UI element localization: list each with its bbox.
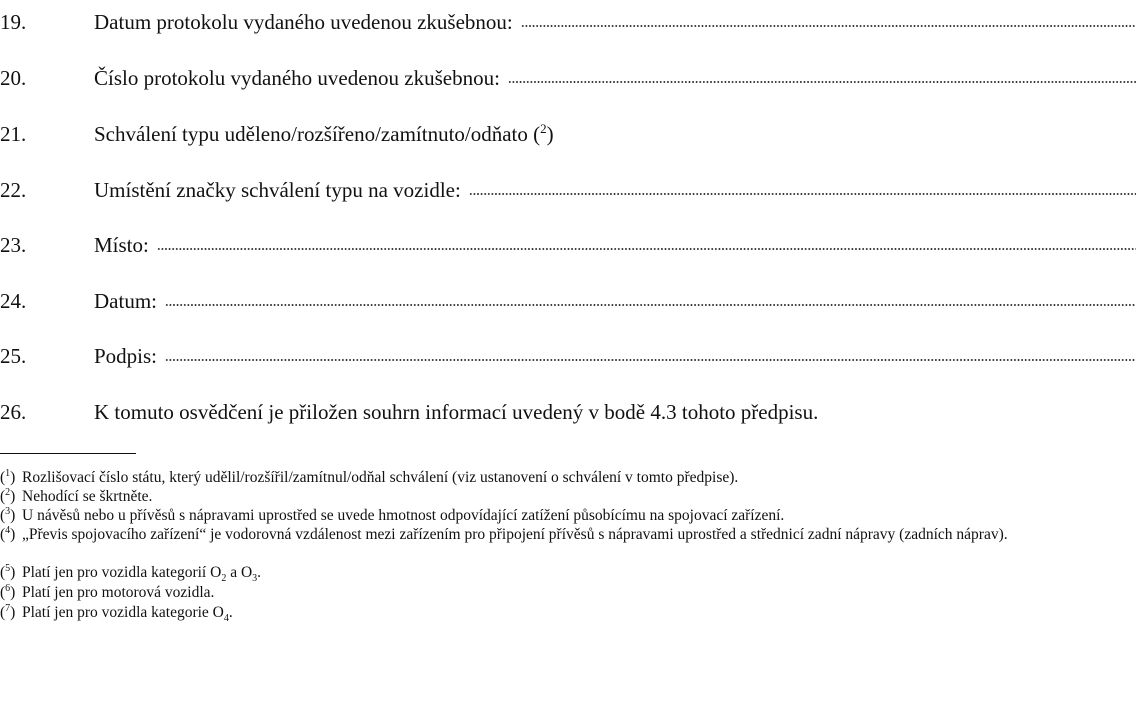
fill-in-field[interactable]: [165, 359, 1136, 361]
footnote-mark: 5: [5, 562, 11, 574]
item-label: Schválení typu uděleno/rozšířeno/zamítnuto/odňato ($^2$): [94, 121, 554, 146]
item-label: Datum:: [94, 289, 157, 313]
fill-in-field[interactable]: [157, 248, 1136, 250]
footnote-4: ($^4$) „Převis spojovacího zařízení“ je vodorovná vzdálenost mezi zařízením pro připojení přívěsů s nápravami uprostřed a střednicí zadní nápravy (zadních náprav).: [0, 526, 1136, 544]
item-label: Místo:: [94, 233, 149, 257]
footnote-mark: 4: [5, 524, 11, 536]
footnote-3: ($^3$) U návěsů nebo u přívěsů s nápravami uprostřed se uvede hmotnost odpovídající zatížení působícímu na spojovací zařízení.: [0, 507, 1136, 525]
footnote-text: U návěsů nebo u přívěsů s nápravami uprostřed se uvede hmotnost odpovídající zatížení působícímu na spojovací zařízení.: [22, 507, 785, 524]
footnote-separator: [0, 453, 136, 454]
item-number: 26.: [0, 400, 27, 424]
form-item-22: [0, 177, 1136, 203]
item-label: K tomuto osvědčení je přiložen souhrn informací uvedený v bodě 4.3 tohoto předpisu.: [94, 400, 819, 424]
footnote-7: ($^7$) Platí jen pro vozidla kategorie $O_4$.: [0, 604, 1136, 622]
item-number: 25.: [0, 344, 27, 368]
footnote-2: ($^2$) Nehodící se škrtněte.: [0, 488, 1136, 506]
footnote-5: ($^5$) Platí jen pro vozidla kategorií $O_2$ a $O_3$.: [0, 564, 1136, 582]
footnote-text: „Převis spojovacího zařízení“ je vodorovná vzdálenost mezi zařízením pro připojení přívěsů s nápravami uprostřed a střednicí zadní nápravy (zadních náprav).: [22, 526, 1008, 543]
footnote-text: Platí jen pro motorová vozidla.: [22, 584, 215, 601]
form-item-19: [0, 9, 1136, 35]
item-number: 22.: [0, 178, 27, 202]
fill-in-field[interactable]: [469, 193, 1136, 195]
fill-in-field[interactable]: [521, 25, 1136, 27]
item-label: Datum protokolu vydaného uvedenou zkušebnou:: [94, 10, 513, 34]
item-number: 24.: [0, 289, 27, 313]
footnote-mark: 7: [5, 602, 11, 614]
fill-in-field[interactable]: [165, 304, 1136, 306]
item-number: 19.: [0, 10, 27, 34]
footnote-ref: 2: [540, 121, 547, 136]
form-item-24: [0, 288, 1136, 314]
form-item-23: [0, 232, 1136, 258]
footnote-mark: 1: [5, 467, 11, 479]
fill-in-field[interactable]: [508, 81, 1136, 83]
footnote-mark: 6: [5, 582, 11, 594]
form-item-20: [0, 65, 1136, 91]
form-item-21: [0, 121, 1136, 147]
footnote-1: ($^1$) Rozlišovací číslo státu, který udělil/rozšířil/zamítnul/odňal schválení (viz ustanovení o schválení v tomto předpise).: [0, 469, 1136, 487]
item-number: 23.: [0, 233, 27, 257]
form-item-26: [0, 399, 1136, 425]
item-label: Podpis:: [94, 344, 158, 368]
footnote-text: Platí jen pro vozidla kategorií $O_2$ a $O_3$.: [22, 564, 262, 585]
item-label: Umístění značky schválení typu na vozidle:: [94, 178, 461, 202]
footnote-text: Rozlišovací číslo státu, který udělil/rozšířil/zamítnul/odňal schválení (viz ustanovení o schválení v tomto předpise).: [22, 469, 739, 486]
footnote-mark: 3: [5, 505, 11, 517]
item-label: Číslo protokolu vydaného uvedenou zkušebnou:: [94, 66, 500, 90]
item-number: 21.: [0, 122, 27, 146]
footnote-text: Platí jen pro vozidla kategorie $O_4$.: [22, 604, 233, 625]
item-number: 20.: [0, 66, 27, 90]
form-item-25: [0, 343, 1136, 369]
footnote-text: Nehodící se škrtněte.: [22, 488, 153, 505]
footnote-mark: 2: [5, 486, 11, 498]
footnote-6: ($^6$) Platí jen pro motorová vozidla.: [0, 584, 1136, 602]
